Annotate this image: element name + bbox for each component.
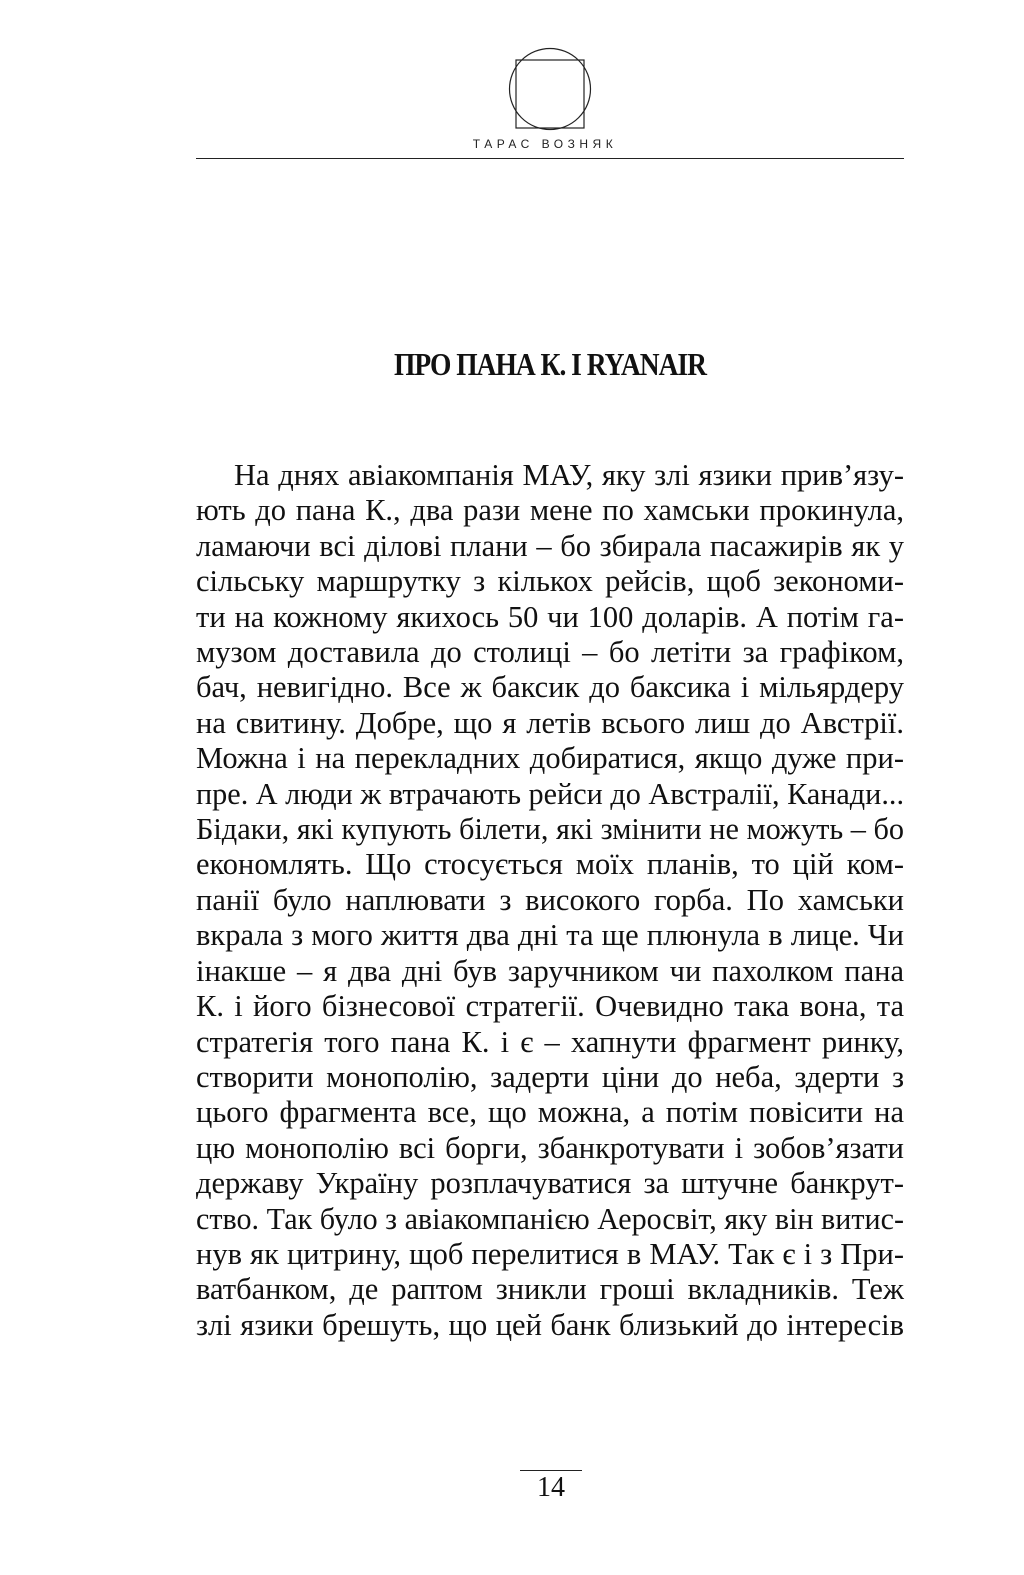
text-line: сільську маршрутку з кількох рейсів, щоб зекономи- — [196, 564, 904, 599]
body-paragraph — [196, 458, 904, 1343]
text-line: вкрала з мого життя два дні та ще плюнула в лице. Чи — [196, 918, 904, 953]
text-line: створити монополію, задерти ціни до неба, здерти з — [196, 1059, 904, 1094]
text-line: пре. А люди ж втрачають рейси до Австралії, Канади... — [196, 776, 905, 811]
text-line: ламаючи всі ділові плани – бо збирала пасажирів як у — [196, 528, 904, 563]
text-line: ство. Так було з авіакомпанією Аеросвіт, яку він витис- — [196, 1201, 904, 1236]
text-line: інакше – я два дні був заручником чи пахолком пана — [196, 953, 904, 988]
text-line: державу Україну розплачуватися за штучне банкрут- — [196, 1166, 904, 1201]
text-line: цього фрагмента все, що можна, а потім повісити на — [196, 1095, 904, 1130]
chapter-title: ПРО ПАНА К. І RYANAIR — [394, 346, 706, 382]
text-line: ють до пана К., два рази мене по хамськи прокинула, — [196, 493, 904, 528]
text-line: стратегія того пана К. і є – хапнути фрагмент ринку, — [196, 1024, 904, 1059]
text-line: злі язики брешуть, що цей банк близький до інтересів — [196, 1307, 904, 1342]
author-emblem-icon — [508, 47, 592, 131]
text-line: Бідаки, які купують білети, які змінити не можуть – бо — [196, 812, 905, 847]
text-line: на свитину. Добре, що я летів всього лиш до Австрії. — [196, 705, 904, 740]
page-number: 14 — [520, 1470, 582, 1505]
text-line: К. і його бізнесової стратегії. Очевидно така вона, та — [196, 989, 904, 1024]
text-line: бач, невигідно. Все ж баксик до баксика і мільярдеру — [196, 670, 904, 705]
text-line: Можна і на перекладних добиратися, якщо дуже при- — [196, 741, 904, 776]
text-line: панії було наплювати з високого горба. По хамськи — [196, 882, 904, 917]
text-line: ти на кожному якихось 50 чи 100 доларів. А потім га- — [196, 599, 904, 634]
text-line: економлять. Що стосується моїх планів, то цій ком- — [196, 847, 904, 882]
header-rule — [196, 158, 904, 159]
running-head-author: ТАРАС ВОЗНЯК — [472, 137, 618, 151]
text-line: цю монополію всі борги, збанкротувати і зобов’язати — [196, 1130, 904, 1165]
text-line: На днях авіакомпанія МАУ, яку злі язики прив’язу- — [234, 458, 904, 492]
text-line: нув як цитрину, щоб перелитися в МАУ. Так є і з При- — [196, 1236, 904, 1271]
text-line: ватбанком, де раптом зникли гроші вкладників. Теж — [196, 1272, 904, 1307]
text-line: музом доставила до столиці – бо летіти за графіком, — [196, 635, 904, 670]
